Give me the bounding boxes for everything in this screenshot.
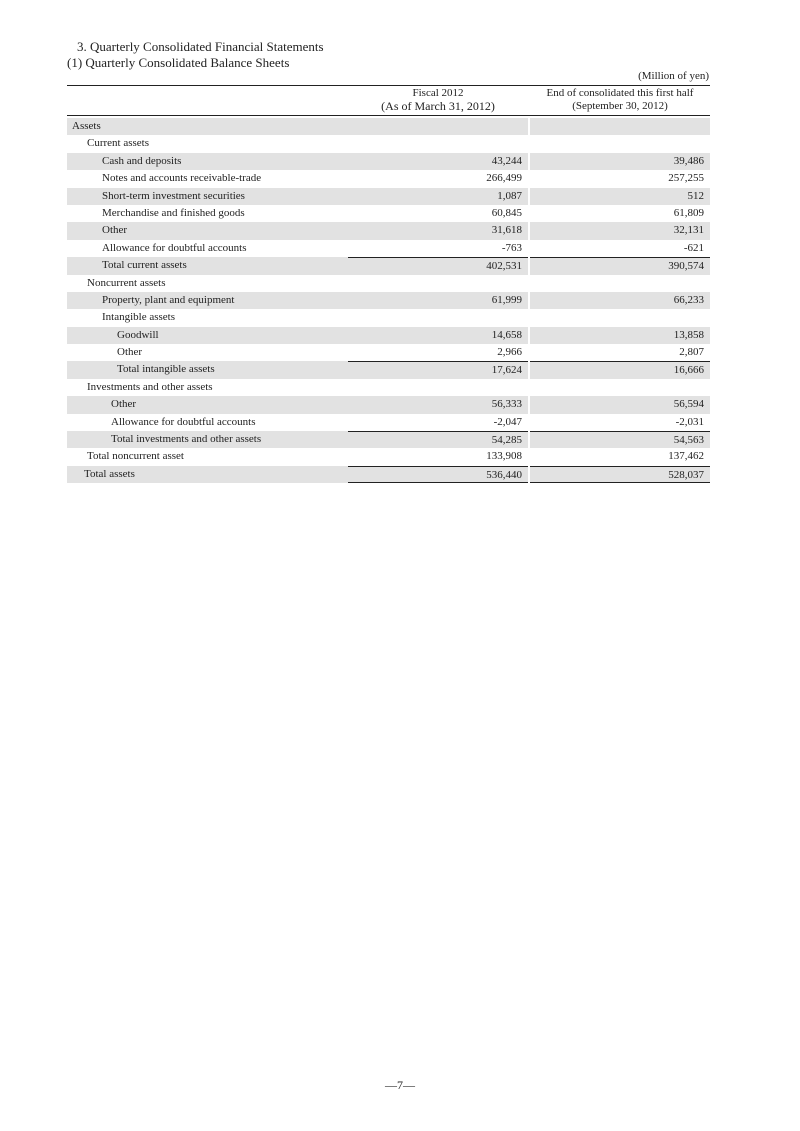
value-fiscal-2012 — [348, 275, 528, 292]
value-first-half — [530, 309, 710, 326]
table-row — [67, 466, 710, 483]
value-fiscal-2012: -763 — [501, 241, 522, 254]
value-fiscal-2012 — [348, 118, 528, 135]
table-row — [67, 275, 710, 292]
table-row — [67, 431, 710, 448]
value-first-half: 32,131 — [530, 222, 710, 239]
table-row — [67, 153, 710, 170]
table-row — [67, 327, 710, 344]
table-row — [67, 222, 710, 239]
value-first-half — [530, 275, 710, 292]
table-row — [67, 257, 710, 274]
value-fiscal-2012: -2,047 — [493, 415, 522, 428]
row-label: Total assets — [67, 466, 363, 483]
value-fiscal-2012: 61,999 — [348, 292, 528, 309]
table-row — [67, 188, 710, 205]
table-row — [67, 170, 710, 187]
value-fiscal-2012: 43,244 — [348, 153, 528, 170]
value-fiscal-2012: 536,440 — [348, 466, 528, 483]
value-fiscal-2012 — [348, 379, 528, 396]
table-row — [67, 414, 710, 431]
table-row — [67, 205, 710, 222]
table-row — [67, 396, 710, 413]
value-fiscal-2012: 17,624 — [348, 361, 528, 378]
value-fiscal-2012: 60,845 — [491, 206, 522, 219]
value-fiscal-2012 — [348, 135, 528, 152]
value-first-half: 56,594 — [530, 396, 710, 413]
row-label: Assets — [67, 118, 351, 135]
value-first-half: 13,858 — [530, 327, 710, 344]
row-label: Allowance for doubtful accounts — [111, 415, 256, 428]
column-header-first-half-line2: (September 30, 2012) — [572, 100, 668, 112]
value-first-half: 390,574 — [530, 257, 710, 274]
balance-sheet-table — [67, 118, 710, 483]
row-label: Total intangible assets — [67, 361, 396, 378]
value-fiscal-2012: 133,908 — [486, 450, 522, 463]
value-first-half — [530, 135, 710, 152]
table-row — [67, 309, 710, 326]
column-header-fiscal-2012 — [348, 87, 528, 113]
value-first-half: 2,807 — [679, 346, 704, 359]
value-fiscal-2012 — [348, 309, 528, 326]
table-row — [67, 135, 710, 152]
table-row — [67, 292, 710, 309]
value-fiscal-2012: 54,285 — [348, 431, 528, 448]
table-row — [67, 379, 710, 396]
row-label: Short-term investment securities — [67, 188, 381, 205]
value-first-half: 137,462 — [668, 450, 704, 463]
value-first-half: -621 — [683, 241, 704, 254]
value-first-half: 39,486 — [530, 153, 710, 170]
row-label: Goodwill — [67, 327, 396, 344]
row-label: Investments and other assets — [87, 380, 213, 393]
column-header-fiscal-2012-line1: Fiscal 2012 — [412, 87, 464, 99]
row-label: Total noncurrent asset — [87, 450, 184, 463]
value-fiscal-2012: 266,499 — [486, 172, 522, 185]
value-first-half: 61,809 — [673, 206, 704, 219]
subsection-title: (1) Quarterly Consolidated Balance Sheets — [67, 55, 290, 70]
row-label: Total current assets — [67, 257, 381, 274]
value-fiscal-2012: 1,087 — [348, 188, 528, 205]
unit-label: (Million of yen) — [638, 70, 709, 82]
row-label: Total investments and other assets — [67, 431, 390, 448]
value-first-half: 512 — [530, 188, 710, 205]
header-bottom-rule — [67, 115, 710, 116]
row-label: Property, plant and equipment — [67, 292, 381, 309]
value-fiscal-2012: 14,658 — [348, 327, 528, 344]
table-row — [67, 344, 710, 361]
row-label: Notes and accounts receivable-trade — [102, 172, 262, 185]
column-header-first-half — [530, 87, 710, 113]
table-row — [67, 361, 710, 378]
row-label: Current assets — [87, 137, 150, 150]
value-first-half — [530, 379, 710, 396]
value-first-half — [530, 118, 710, 135]
table-row — [67, 448, 710, 465]
value-first-half: 16,666 — [530, 361, 710, 378]
value-first-half: 66,233 — [530, 292, 710, 309]
value-first-half: 528,037 — [530, 466, 710, 483]
row-label: Other — [67, 222, 381, 239]
section-title: 3. Quarterly Consolidated Financial Statements — [77, 39, 324, 54]
value-first-half: -2,031 — [675, 415, 704, 428]
row-label: Other — [67, 396, 390, 413]
value-fiscal-2012: 2,966 — [497, 346, 522, 359]
row-label: Other — [117, 346, 143, 359]
value-fiscal-2012: 56,333 — [348, 396, 528, 413]
table-row — [67, 118, 710, 135]
page-number: —7— — [385, 1078, 415, 1092]
column-header-fiscal-2012-line2: (As of March 31, 2012) — [381, 99, 495, 113]
row-label: Cash and deposits — [67, 153, 381, 170]
value-first-half: 54,563 — [530, 431, 710, 448]
value-first-half: 257,255 — [668, 172, 704, 185]
table-row — [67, 240, 710, 257]
header-top-rule — [67, 85, 710, 86]
row-label: Merchandise and finished goods — [102, 206, 245, 219]
row-label: Allowance for doubtful accounts — [102, 241, 247, 254]
value-fiscal-2012: 31,618 — [348, 222, 528, 239]
row-label: Noncurrent assets — [87, 276, 166, 289]
column-header-first-half-line1: End of consolidated this first half — [546, 87, 694, 99]
value-fiscal-2012: 402,531 — [348, 257, 528, 274]
row-label: Intangible assets — [102, 311, 176, 324]
